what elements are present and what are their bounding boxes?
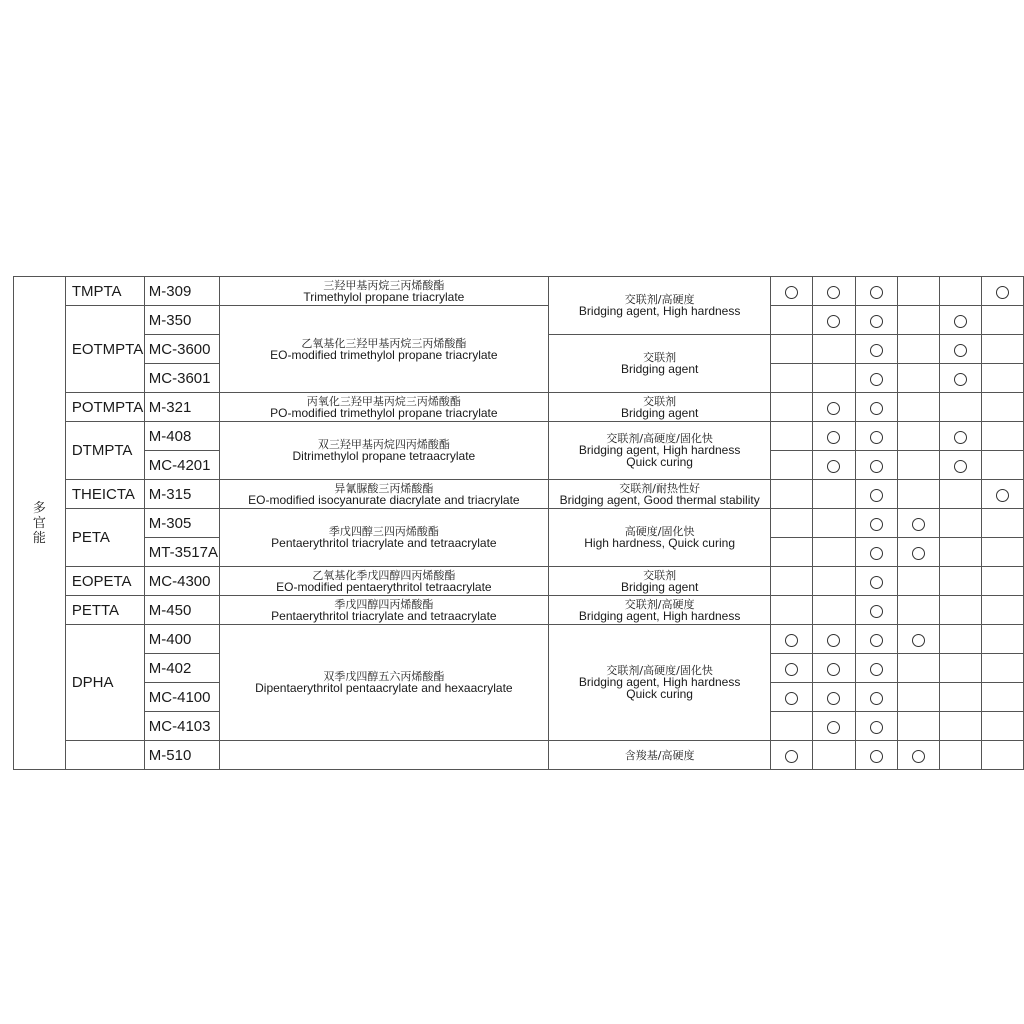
- description-cn: 双三羟甲基丙烷四丙烯酸酯: [317, 438, 450, 451]
- circle-mark-icon: [870, 518, 883, 531]
- description-cn: 双季戊四醇五六丙烯酸酯: [323, 670, 445, 683]
- description-cn: 异氰脲酸三丙烯酸酯: [334, 481, 434, 495]
- mark-cell: [855, 364, 897, 393]
- circle-mark-icon: [870, 634, 883, 647]
- circle-mark-icon: [996, 489, 1009, 502]
- circle-mark-icon: [827, 460, 840, 473]
- circle-mark-icon: [870, 663, 883, 676]
- circle-mark-icon: [785, 286, 798, 299]
- mark-cell: [813, 393, 855, 422]
- mark-cell: [855, 538, 897, 567]
- mark-cell: [939, 335, 981, 364]
- mark-cell: [897, 451, 939, 480]
- mark-cell: [897, 683, 939, 712]
- description-cell: [219, 625, 548, 741]
- mark-cell: [855, 712, 897, 741]
- description-en: Pentaerythritol triacrylate and tetraacrylate: [271, 536, 497, 550]
- mark-cell: [813, 306, 855, 335]
- feature-cn: 交联剂/高硬度: [624, 597, 695, 611]
- mark-cell: [855, 393, 897, 422]
- feature-cell: [548, 480, 770, 509]
- mark-cell: [981, 364, 1023, 393]
- mark-cell: [897, 422, 939, 451]
- mark-cell: [771, 712, 813, 741]
- abbr-cell: DPHA: [65, 625, 144, 741]
- description-en: EO-modified trimethylol propane triacrylate: [270, 347, 498, 362]
- mark-cell: [897, 509, 939, 538]
- mark-cell: [939, 683, 981, 712]
- mark-cell: [771, 538, 813, 567]
- feature-cell: [548, 596, 770, 625]
- description-cell: [219, 422, 548, 480]
- abbr-cell: POTMPTA: [65, 393, 144, 422]
- feature-en: Bridging agent, High hardness: [578, 304, 741, 318]
- model-cell: M-450: [144, 596, 219, 625]
- mark-cell: [813, 509, 855, 538]
- abbr-cell: [65, 741, 144, 770]
- mark-cell: [771, 393, 813, 422]
- description-cell: [219, 509, 548, 567]
- circle-mark-icon: [870, 431, 883, 444]
- mark-cell: [939, 596, 981, 625]
- mark-cell: [771, 451, 813, 480]
- mark-cell: [981, 277, 1023, 306]
- mark-cell: [939, 393, 981, 422]
- model-cell: M-309: [144, 277, 219, 306]
- mark-cell: [855, 625, 897, 654]
- mark-cell: [855, 335, 897, 364]
- mark-cell: [897, 654, 939, 683]
- circle-mark-icon: [954, 460, 967, 473]
- description-cn: 季戊四醇四丙烯酸酯: [334, 597, 434, 611]
- description-cell: [219, 306, 548, 393]
- mark-cell: [939, 306, 981, 335]
- description-en: Ditrimethylol propane tetraacrylate: [292, 449, 476, 463]
- feature-en: Bridging agent, High hardness: [578, 608, 741, 623]
- mark-cell: [771, 683, 813, 712]
- mark-cell: [981, 393, 1023, 422]
- model-cell: MC-4201: [144, 451, 219, 480]
- mark-cell: [855, 422, 897, 451]
- mark-cell: [939, 509, 981, 538]
- table-row: [14, 306, 1024, 335]
- circle-mark-icon: [912, 547, 925, 560]
- description-cell: [219, 567, 548, 596]
- mark-cell: [771, 654, 813, 683]
- feature-en: Bridging agent, Good thermal stability: [559, 492, 760, 507]
- mark-cell: [981, 625, 1023, 654]
- description-cell: [219, 596, 548, 625]
- feature-en: Bridging agent, High hardness: [578, 675, 741, 689]
- abbr-cell: EOPETA: [65, 567, 144, 596]
- feature-cell: [548, 277, 770, 335]
- mark-cell: [981, 683, 1023, 712]
- mark-cell: [981, 306, 1023, 335]
- description-cn: 乙氧基化季戊四醇四丙烯酸酯: [312, 568, 456, 582]
- mark-cell: [771, 422, 813, 451]
- abbr-cell: PETA: [65, 509, 144, 567]
- mark-cell: [939, 567, 981, 596]
- model-cell: M-400: [144, 625, 219, 654]
- model-cell: MC-3601: [144, 364, 219, 393]
- mark-cell: [813, 277, 855, 306]
- mark-cell: [855, 480, 897, 509]
- description-cn: 三羟甲基丙烷三丙烯酸酯: [323, 278, 445, 292]
- description-cn: 丙氧化三羟甲基丙烷三丙烯酸酯: [306, 394, 461, 408]
- model-cell: M-510: [144, 741, 219, 770]
- abbr-cell: DTMPTA: [65, 422, 144, 480]
- mark-cell: [813, 364, 855, 393]
- description-en: PO-modified trimethylol propane triacrylate: [270, 405, 498, 420]
- mark-cell: [855, 451, 897, 480]
- mark-cell: [897, 277, 939, 306]
- mark-cell: [771, 306, 813, 335]
- description-cn: 季戊四醇三四丙烯酸酯: [328, 525, 439, 538]
- table-row: [14, 277, 1024, 306]
- mark-cell: [897, 625, 939, 654]
- feature-cn: 交联剂/高硬度/固化快: [606, 432, 713, 445]
- circle-mark-icon: [870, 373, 883, 386]
- feature-en: Bridging agent: [620, 579, 699, 594]
- mark-cell: [897, 596, 939, 625]
- table-row: [14, 509, 1024, 538]
- circle-mark-icon: [870, 750, 883, 763]
- mark-cell: [897, 480, 939, 509]
- circle-mark-icon: [870, 721, 883, 734]
- circle-mark-icon: [870, 489, 883, 502]
- circle-mark-icon: [827, 692, 840, 705]
- circle-mark-icon: [785, 663, 798, 676]
- model-cell: M-305: [144, 509, 219, 538]
- mark-cell: [939, 364, 981, 393]
- model-cell: M-321: [144, 393, 219, 422]
- mark-cell: [939, 654, 981, 683]
- mark-cell: [771, 509, 813, 538]
- circle-mark-icon: [827, 286, 840, 299]
- description-cell: [219, 480, 548, 509]
- feature-cell: [548, 509, 770, 567]
- circle-mark-icon: [870, 344, 883, 357]
- feature-cell: [548, 567, 770, 596]
- feature-cell: [548, 335, 770, 393]
- circle-mark-icon: [827, 663, 840, 676]
- mark-cell: [939, 538, 981, 567]
- mark-cell: [771, 741, 813, 770]
- circle-mark-icon: [870, 286, 883, 299]
- feature-en-2: Quick curing: [626, 687, 693, 701]
- mark-cell: [813, 625, 855, 654]
- feature-cn: 含羧基/高硬度: [624, 748, 695, 762]
- mark-cell: [813, 683, 855, 712]
- mark-cell: [771, 364, 813, 393]
- mark-cell: [897, 538, 939, 567]
- mark-cell: [855, 654, 897, 683]
- circle-mark-icon: [827, 315, 840, 328]
- table-row: [14, 393, 1024, 422]
- description-cell: [219, 741, 548, 770]
- mark-cell: [855, 596, 897, 625]
- feature-cell: [548, 393, 770, 422]
- mark-cell: [855, 683, 897, 712]
- mark-cell: [855, 509, 897, 538]
- model-cell: M-350: [144, 306, 219, 335]
- mark-cell: [897, 741, 939, 770]
- feature-en: High hardness, Quick curing: [584, 536, 735, 550]
- mark-cell: [855, 306, 897, 335]
- mark-cell: [981, 480, 1023, 509]
- mark-cell: [897, 393, 939, 422]
- description-en: Dipentaerythritol pentaacrylate and hexaacrylate: [255, 681, 513, 695]
- mark-cell: [771, 480, 813, 509]
- table-row: [14, 741, 1024, 770]
- category-cell: [14, 277, 66, 770]
- mark-cell: [897, 306, 939, 335]
- mark-cell: [981, 451, 1023, 480]
- mark-cell: [813, 654, 855, 683]
- category-label: 多官能: [32, 500, 46, 546]
- feature-cn: 交联剂: [643, 568, 677, 582]
- mark-cell: [939, 422, 981, 451]
- abbr-cell: PETTA: [65, 596, 144, 625]
- table-row: [14, 625, 1024, 654]
- mark-cell: [981, 538, 1023, 567]
- mark-cell: [771, 277, 813, 306]
- abbr-cell: EOTMPTA: [65, 306, 144, 393]
- feature-cn: 交联剂: [643, 394, 677, 408]
- circle-mark-icon: [827, 402, 840, 415]
- feature-cn: 交联剂/耐热性好: [619, 481, 700, 495]
- circle-mark-icon: [870, 605, 883, 618]
- description-en: Trimethylol propane triacrylate: [303, 289, 465, 304]
- mark-cell: [981, 741, 1023, 770]
- model-cell: MT-3517A: [144, 538, 219, 567]
- feature-cn: 交联剂/高硬度: [624, 293, 695, 306]
- circle-mark-icon: [996, 286, 1009, 299]
- circle-mark-icon: [870, 547, 883, 560]
- feature-cn: 交联剂: [643, 351, 677, 364]
- abbr-cell: THEICTA: [65, 480, 144, 509]
- feature-cell: [548, 422, 770, 480]
- table-row: [14, 422, 1024, 451]
- abbr-cell: TMPTA: [65, 277, 144, 306]
- feature-cell: [548, 625, 770, 741]
- description-en: EO-modified isocyanurate diacrylate and triacrylate: [248, 492, 520, 507]
- mark-cell: [813, 538, 855, 567]
- circle-mark-icon: [785, 634, 798, 647]
- circle-mark-icon: [870, 402, 883, 415]
- circle-mark-icon: [912, 634, 925, 647]
- mark-cell: [813, 741, 855, 770]
- mark-cell: [897, 335, 939, 364]
- description-en: Pentaerythritol triacrylate and tetraacrylate: [271, 608, 497, 623]
- circle-mark-icon: [870, 576, 883, 589]
- circle-mark-icon: [870, 315, 883, 328]
- mark-cell: [939, 741, 981, 770]
- mark-cell: [771, 596, 813, 625]
- circle-mark-icon: [954, 315, 967, 328]
- mark-cell: [771, 567, 813, 596]
- description-cn: 乙氧基化三羟甲基丙烷三丙烯酸酯: [301, 336, 467, 350]
- mark-cell: [813, 451, 855, 480]
- mark-cell: [981, 335, 1023, 364]
- model-cell: M-408: [144, 422, 219, 451]
- mark-cell: [897, 364, 939, 393]
- mark-cell: [813, 596, 855, 625]
- mark-cell: [939, 625, 981, 654]
- circle-mark-icon: [870, 692, 883, 705]
- description-en: EO-modified pentaerythritol tetraacrylate: [276, 579, 492, 594]
- mark-cell: [771, 625, 813, 654]
- product-table: [13, 276, 1024, 770]
- mark-cell: [939, 451, 981, 480]
- table-row: [14, 480, 1024, 509]
- circle-mark-icon: [785, 750, 798, 763]
- description-cell: [219, 393, 548, 422]
- table-row: [14, 596, 1024, 625]
- model-cell: MC-3600: [144, 335, 219, 364]
- feature-en: Bridging agent: [620, 362, 699, 376]
- circle-mark-icon: [954, 431, 967, 444]
- mark-cell: [855, 741, 897, 770]
- mark-cell: [981, 567, 1023, 596]
- circle-mark-icon: [912, 518, 925, 531]
- model-cell: M-315: [144, 480, 219, 509]
- feature-cell: [548, 741, 770, 770]
- mark-cell: [939, 277, 981, 306]
- circle-mark-icon: [827, 431, 840, 444]
- mark-cell: [981, 509, 1023, 538]
- mark-cell: [855, 277, 897, 306]
- mark-cell: [813, 567, 855, 596]
- mark-cell: [813, 335, 855, 364]
- circle-mark-icon: [870, 460, 883, 473]
- circle-mark-icon: [954, 344, 967, 357]
- mark-cell: [813, 480, 855, 509]
- mark-cell: [981, 712, 1023, 741]
- circle-mark-icon: [912, 750, 925, 763]
- mark-cell: [981, 654, 1023, 683]
- mark-cell: [813, 712, 855, 741]
- circle-mark-icon: [954, 373, 967, 386]
- circle-mark-icon: [785, 692, 798, 705]
- model-cell: MC-4300: [144, 567, 219, 596]
- feature-en-2: Quick curing: [626, 455, 693, 469]
- mark-cell: [897, 712, 939, 741]
- mark-cell: [771, 335, 813, 364]
- circle-mark-icon: [827, 634, 840, 647]
- mark-cell: [981, 422, 1023, 451]
- mark-cell: [981, 596, 1023, 625]
- circle-mark-icon: [827, 721, 840, 734]
- model-cell: M-402: [144, 654, 219, 683]
- feature-en: Bridging agent: [620, 405, 699, 420]
- mark-cell: [855, 567, 897, 596]
- table-viewport: [0, 276, 1024, 764]
- model-cell: MC-4100: [144, 683, 219, 712]
- table-row: [14, 567, 1024, 596]
- model-cell: MC-4103: [144, 712, 219, 741]
- mark-cell: [939, 712, 981, 741]
- description-cell: [219, 277, 548, 306]
- feature-en: Bridging agent, High hardness: [578, 443, 741, 457]
- mark-cell: [813, 422, 855, 451]
- mark-cell: [939, 480, 981, 509]
- feature-cn: 交联剂/高硬度/固化快: [606, 664, 713, 677]
- mark-cell: [897, 567, 939, 596]
- feature-cn: 高硬度/固化快: [624, 525, 695, 538]
